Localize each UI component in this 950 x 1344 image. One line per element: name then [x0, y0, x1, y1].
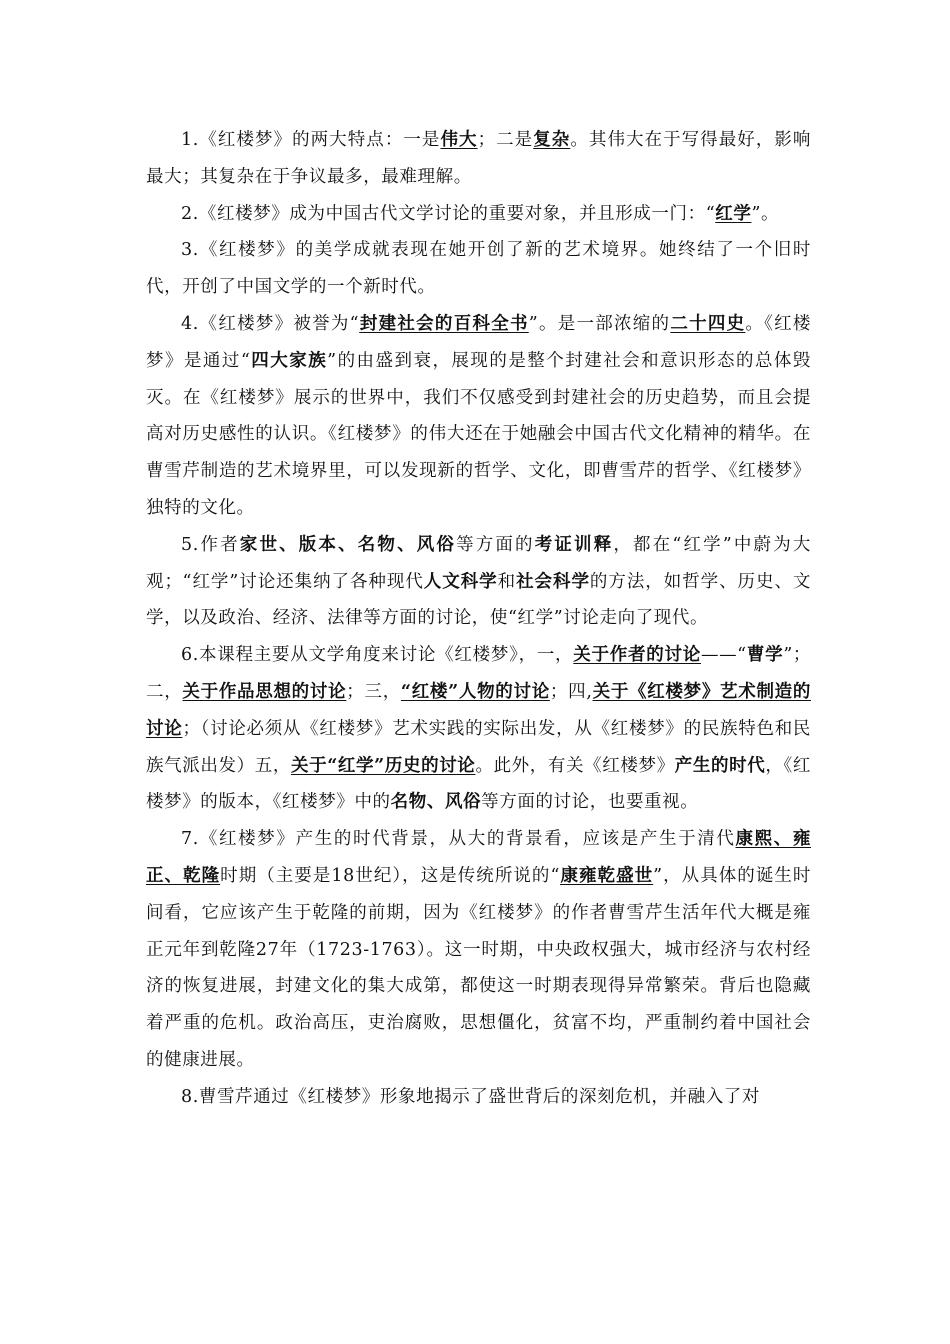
text-run: ”；二， — [146, 645, 811, 702]
emphasized-term: 考证训释 — [534, 534, 614, 555]
text-run: ”。 — [751, 203, 780, 224]
text-run: 等方面的讨论，也要重视。 — [481, 792, 699, 813]
text-run: 2.《红楼梦》成为中国古代文学讨论的重要对象，并且形成一门：“ — [181, 203, 716, 224]
paragraph-6 — [146, 637, 811, 821]
text-run: ；四, — [549, 681, 593, 702]
text-run: ”。是一部浓缩的 — [528, 313, 671, 334]
document-body — [146, 122, 811, 1116]
text-run: ；二是 — [477, 130, 534, 150]
emphasized-underlined-term: 康雍乾盛世 — [560, 865, 654, 886]
emphasized-underlined-term: 关于作者的讨论 — [573, 645, 701, 666]
emphasized-underlined-term: 关于“红学”历史的讨论 — [290, 755, 476, 776]
text-run: 5.作者 — [181, 534, 240, 555]
text-run: ；（讨论必须从《红楼梦》艺术实践的实际出发，从《红楼梦》的民族特色和民族气派出发）五， — [146, 718, 812, 776]
paragraph-5 — [146, 527, 811, 637]
paragraph-3 — [146, 232, 811, 306]
text-run: ”，从具体的诞生时间看，它应该产生于乾隆的前期，因为《红楼梦》的作者曹雪芹生活年代大概是雍正元年到乾隆27年（1723-1763）。这一时期，中央政权强大，城市经济与农村经济的恢复进展，封建文化的集大成第，都使这一时期表现得异常繁荣。背后也隐藏着严重的危机。政治高压，吏治腐败，思想僵化，贫富不均，严重制约着中国社会的健康进展。 — [146, 865, 812, 1070]
text-run: 1.《红楼梦》的两大特点：一是 — [181, 130, 441, 150]
text-run: 7.《红楼梦》产生的时代背景，从大的背景看，应该是产生于清代 — [181, 829, 736, 850]
emphasized-underlined-term: 红学 — [715, 203, 752, 224]
text-run: 。此外，有关《红楼梦》 — [475, 755, 675, 776]
emphasized-underlined-term: “红楼”人物的讨论 — [400, 681, 550, 702]
paragraph-2 — [146, 196, 811, 233]
paragraph-7 — [146, 821, 811, 1079]
text-run: 4.《红楼梦》被誉为 — [181, 313, 350, 334]
text-run: “ — [349, 313, 360, 334]
emphasized-underlined-term: 康熙、雍正、乾隆 — [146, 829, 811, 886]
emphasized-underlined-term: 关于作品思想的讨论 — [182, 681, 347, 702]
paragraph-1 — [146, 122, 811, 196]
emphasized-underlined-term: 伟大 — [440, 130, 478, 150]
text-run: 和 — [497, 571, 517, 592]
text-run: 时期（主要是18世纪），这是传统所说的“ — [220, 865, 561, 886]
text-run: 8.曹雪芹通过《红楼梦》形象地揭示了盛世背后的深刻危机，并融入了对 — [181, 1086, 760, 1107]
emphasized-term: 名物、风俗 — [390, 792, 482, 813]
emphasized-underlined-term: 封建社会的百科全书 — [359, 313, 529, 334]
text-run: 3.《红楼梦》的美学成就表现在她开创了新的艺术境界。她终结了一个旧时代，开创了中国文学的一个新时代。 — [146, 240, 811, 298]
paragraph-8 — [146, 1079, 811, 1116]
text-run: 6.本课程主要从文学角度来讨论《红楼梦》，一， — [181, 645, 574, 666]
text-run: ”的由盛到衰，展现的是整个封建社会和意识形态的总体毁灭。在《红楼梦》展示的世界中，我们不仅感受到封建社会的历史趋势，而且会提高对历史感性的认识。《红楼梦》的伟大还在于她融会中国古代文化精神的精华。在曹雪芹制造的艺术境界里，可以发现新的哲学、文化，即曹雪芹的哲学、《红楼梦》独特的文化。 — [146, 350, 812, 518]
text-run: 。《红楼梦》是通过“ — [146, 313, 812, 371]
text-run: ；三， — [346, 681, 401, 702]
emphasized-underlined-term: 关于《红楼梦》艺术制造的讨论 — [146, 681, 811, 739]
emphasized-term: 四大家族 — [250, 350, 328, 371]
emphasized-term: 人文科学 — [423, 571, 498, 592]
emphasized-term: 曹学 — [746, 645, 784, 666]
text-run: 。其伟大在于写得最好，影响最大；其复杂在于争议最多，最难理解。 — [146, 130, 812, 187]
emphasized-underlined-term: 复杂 — [533, 130, 571, 150]
emphasized-term: 家世、版本、名物、风俗 — [239, 534, 457, 555]
text-run: ，都在“红学”中蔚为大观；“红学”讨论还集纳了各种现代 — [146, 534, 811, 592]
text-run: 等方面的 — [456, 534, 535, 555]
emphasized-term: 产生的时代 — [674, 755, 766, 776]
paragraph-4 — [146, 306, 811, 527]
emphasized-underlined-term: 二十四史 — [670, 313, 746, 334]
text-run: ，《红楼梦》的版本，《红楼梦》中的 — [146, 755, 811, 813]
text-run: ——“ — [700, 645, 747, 666]
text-run: 的方法，如哲学、历史、文学，以及政治、经济、法律等方面的讨论，使“红学”讨论走向了现代。 — [146, 571, 812, 629]
emphasized-term: 社会科学 — [516, 571, 590, 592]
